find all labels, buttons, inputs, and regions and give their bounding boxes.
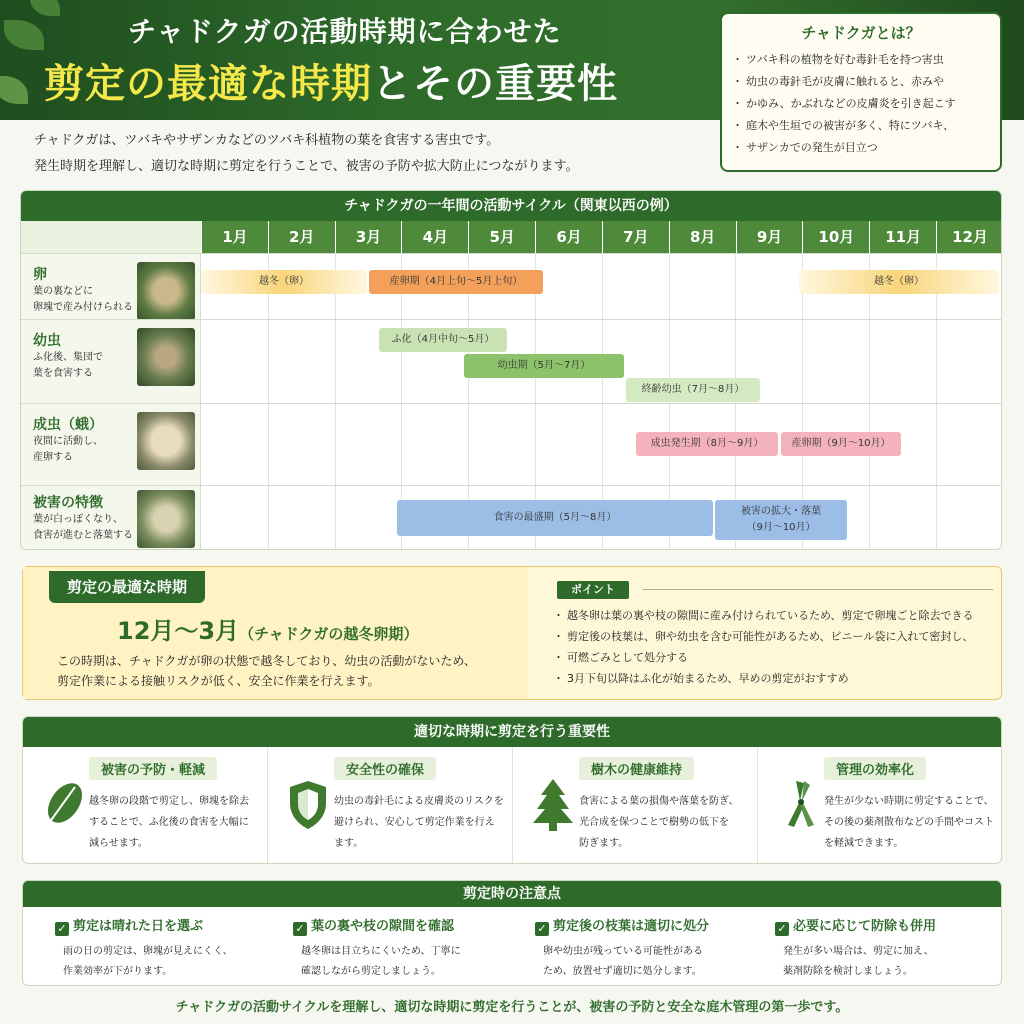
best-time-box — [22, 566, 1002, 700]
card-desc-line: 発生が少ない時期に剪定することで、 — [824, 796, 994, 807]
card-title: 管理の効率化 — [824, 757, 926, 780]
stage-row-adult — [21, 403, 1002, 485]
month-label: 7月 — [602, 221, 669, 253]
caution-item — [55, 915, 295, 982]
stage-label — [21, 320, 201, 403]
bar-egg-overwinter: 越冬（卵） — [799, 270, 999, 294]
caution-desc-line: 薬剤防除を検討しましょう。 — [783, 966, 913, 977]
caution-desc-line: 越冬卵は目立ちにくいため、丁寧に — [301, 946, 461, 957]
stage-desc — [33, 512, 143, 544]
stage-row-egg — [21, 253, 1002, 319]
best-time-desc — [57, 651, 476, 691]
page-title-line2 — [44, 52, 618, 109]
footer-message: チャドクガの活動サイクルを理解し、適切な時期に剪定を行うことが、被害の予防と安全な庭木管理の第一歩です。 — [175, 1000, 849, 1015]
shield-icon — [284, 777, 332, 831]
month-label: 1月 — [201, 221, 268, 253]
check-icon: ✓ — [535, 922, 549, 936]
best-time-tag: 剪定の最適な時期 — [49, 571, 205, 603]
card-desc-line: 越冬卵の段階で剪定し、卵塊を除去 — [89, 796, 249, 807]
check-icon: ✓ — [775, 922, 789, 936]
page-title-rest: とその重要性 — [372, 61, 618, 107]
month-label: 4月 — [401, 221, 468, 253]
card-desc — [824, 791, 996, 854]
caution-title: 剪定時の注意点 — [23, 881, 1001, 907]
month-label: 12月 — [936, 221, 1002, 253]
egg-photo — [137, 262, 195, 320]
stage-name: 成虫（蛾） — [33, 417, 103, 433]
importance-title: 適切な時期に剪定を行う重要性 — [23, 717, 1001, 747]
caution-desc-line: 雨の日の剪定は、卵塊が見えにくく、 — [63, 946, 233, 957]
point-item-continued: ・ 可燃ごみとして処分する — [557, 647, 974, 668]
about-item-continued: ・ かゆみ、かぶれなどの皮膚炎を引き起こす — [736, 93, 986, 115]
point-tag: ポイント — [557, 581, 629, 599]
card-title: 被害の予防・軽減 — [89, 757, 217, 780]
card-desc-line: を軽減できます。 — [824, 838, 904, 849]
month-label: 9月 — [736, 221, 803, 253]
stage-desc-line: ふ化後、集団で — [33, 352, 103, 363]
caution-item-title: 必要に応じて防除も併用 — [793, 919, 937, 934]
stage-desc-line: 葉を食害する — [33, 368, 93, 379]
stage-name: 卵 — [33, 267, 47, 283]
caution-desc-line: ため、放置せず適切に処分します。 — [543, 966, 702, 977]
caution-desc-line: 作業効率が下がります。 — [63, 966, 173, 977]
point-item: ・ 3月下旬以降はふ化が始まるため、早めの剪定がおすすめ — [557, 668, 974, 689]
about-item: ・ 庭木や生垣での被害が多く、特にツバキ、 — [736, 115, 986, 137]
stage-label — [21, 486, 201, 550]
about-title: チャドクガとは？ — [801, 24, 921, 42]
card-title: 樹木の健康維持 — [579, 757, 694, 780]
card-desc — [579, 791, 751, 854]
best-time-sub: （チャドクガの越冬卵期） — [239, 625, 419, 643]
importance-card — [23, 747, 268, 863]
intro-text — [34, 128, 578, 180]
card-desc-line: することで、ふ化後の食害を大幅に — [89, 817, 249, 828]
about-item: ・ ツバキ科の植物を好む毒針毛を持つ害虫 — [736, 49, 986, 71]
stage-row-larva — [21, 319, 1002, 403]
stage-desc — [33, 284, 143, 316]
caution-section — [22, 880, 1002, 986]
point-list — [557, 605, 974, 689]
leaf-decoration — [0, 76, 28, 104]
check-icon: ✓ — [55, 922, 69, 936]
table-corner — [21, 221, 201, 253]
activity-cycle-table — [20, 190, 1002, 550]
card-desc-line: 避けられ、安心して剪定作業を行え — [334, 817, 495, 828]
card-desc-line: ます。 — [334, 838, 364, 849]
tree-icon — [529, 777, 577, 831]
stage-desc-line: 食害が進むと落葉する — [33, 530, 133, 541]
best-time-desc-line: この時期は、チャドクガが卵の状態で越冬しており、幼虫の活動がないため、 — [57, 654, 476, 668]
card-desc-line: 食害による葉の損傷や落葉を防ぎ、 — [579, 796, 739, 807]
best-time-desc-line: 剪定作業による接触リスクが低く、安全に作業を行えます。 — [57, 674, 380, 688]
bar-damage-spread — [715, 500, 847, 540]
stage-desc-line: 葉の裏などに — [33, 286, 93, 297]
stage-label — [21, 254, 201, 319]
month-label: 6月 — [535, 221, 602, 253]
about-list — [736, 49, 986, 159]
bar-hatch: ふ化（4月中旬〜5月） — [379, 328, 507, 352]
month-label: 3月 — [335, 221, 402, 253]
point-item: ・ 剪定後の枝葉は、卵や幼虫を含む可能性があるため、ビニール袋に入れて密封し、 — [557, 626, 974, 647]
damaged-leaf-photo — [137, 490, 195, 548]
stage-desc-line: 卵塊で産み付けられる — [33, 302, 133, 313]
caution-item-desc — [535, 942, 775, 982]
leaf-icon — [39, 777, 87, 831]
caution-item — [535, 915, 775, 982]
card-desc — [334, 791, 506, 854]
month-label: 10月 — [802, 221, 869, 253]
intro-line: 発生時期を理解し、適切な時期に剪定を行うことで、被害の予防や拡大防止につながります。 — [34, 159, 579, 174]
caution-item-desc — [55, 942, 295, 982]
bar-larva: 幼虫期（5月〜7月） — [464, 354, 624, 378]
point-item: ・ 越冬卵は葉の裏や枝の隙間に産み付けられているため、剪定で卵塊ごと除去できる — [557, 605, 974, 626]
caution-item — [293, 915, 533, 982]
month-label: 5月 — [468, 221, 535, 253]
bar-adult-laying: 産卵期（9月〜10月） — [781, 432, 901, 456]
bar-damage-spread-line: 被害の拡大・落葉 — [741, 506, 821, 517]
caution-desc-line: 発生が多い場合は、剪定に加え、 — [783, 946, 934, 957]
card-desc-line: その後の薬剤散布などの手間やコスト — [824, 817, 994, 828]
larva-photo — [137, 328, 195, 386]
importance-card — [758, 747, 1002, 863]
card-title: 安全性の確保 — [334, 757, 436, 780]
caution-item — [775, 915, 1002, 982]
month-label: 11月 — [869, 221, 936, 253]
stage-desc-line: 葉が白っぽくなり、 — [33, 514, 123, 525]
about-item-continued: ・ サザンカでの発生が目立つ — [736, 137, 986, 159]
stage-desc-line: 産卵する — [33, 452, 73, 463]
moth-photo — [137, 412, 195, 470]
stage-name: 幼虫 — [33, 333, 61, 349]
caution-item-desc — [775, 942, 1002, 982]
stage-desc — [33, 350, 143, 382]
importance-card — [513, 747, 758, 863]
cycle-title: チャドクガの一年間の活動サイクル（関東以西の例） — [21, 191, 1001, 221]
month-label: 8月 — [669, 221, 736, 253]
caution-item-title: 葉の裏や枝の隙間を確認 — [311, 919, 455, 934]
caution-desc-line: 確認しながら剪定しましょう。 — [301, 966, 441, 977]
leaf-decoration — [30, 0, 60, 16]
best-time-period — [117, 611, 418, 646]
intro-line: チャドクガは、ツバキやサザンカなどのツバキ科植物の葉を食害する害虫です。 — [34, 133, 500, 148]
bar-damage-spread-line: （9月〜10月） — [746, 522, 816, 533]
bar-egg-overwinter: 越冬（卵） — [201, 270, 367, 294]
pruning-shears-icon — [774, 777, 822, 831]
card-desc-line: 減らせます。 — [89, 838, 148, 849]
about-item: ・ 幼虫の毒針毛が皮膚に触れると、赤みや — [736, 71, 986, 93]
bar-damage-peak: 食害の最盛期（5月〜8月） — [397, 500, 713, 536]
page-title-line1: チャドクガの活動時期に合わせた — [128, 15, 562, 48]
bar-adult-emergence: 成虫発生期（8月〜9月） — [636, 432, 778, 456]
month-label: 2月 — [268, 221, 335, 253]
stage-label — [21, 404, 201, 485]
best-time-months: 12月〜3月 — [117, 617, 240, 645]
leaf-decoration — [4, 20, 44, 50]
importance-section — [22, 716, 1002, 864]
stage-desc-line: 夜間に活動し、 — [33, 436, 103, 447]
caution-item-desc — [293, 942, 533, 982]
caution-item-title: 剪定は晴れた日を選ぶ — [73, 919, 204, 934]
stage-name: 被害の特徴 — [33, 495, 103, 511]
check-icon: ✓ — [293, 922, 307, 936]
bar-egg-laying: 産卵期（4月上旬〜5月上旬） — [369, 270, 543, 294]
point-divider — [643, 589, 993, 590]
card-desc-line: 防ぎます。 — [579, 838, 629, 849]
card-desc-line: 光合成を保つことで樹勢の低下を — [579, 817, 729, 828]
card-desc — [89, 791, 261, 854]
caution-item-title: 剪定後の枝葉は適切に処分 — [553, 919, 710, 934]
about-box — [720, 12, 1002, 172]
page-title-highlight: 剪定の最適な時期 — [44, 61, 372, 107]
bar-late-larva: 終齢幼虫（7月〜8月） — [626, 378, 760, 402]
card-desc-line: 幼虫の毒針毛による皮膚炎のリスクを — [334, 796, 504, 807]
caution-desc-line: 卵や幼虫が残っている可能性がある — [543, 946, 703, 957]
month-header — [201, 221, 1002, 253]
importance-card — [268, 747, 513, 863]
stage-desc — [33, 434, 143, 466]
stage-row-damage — [21, 485, 1002, 550]
